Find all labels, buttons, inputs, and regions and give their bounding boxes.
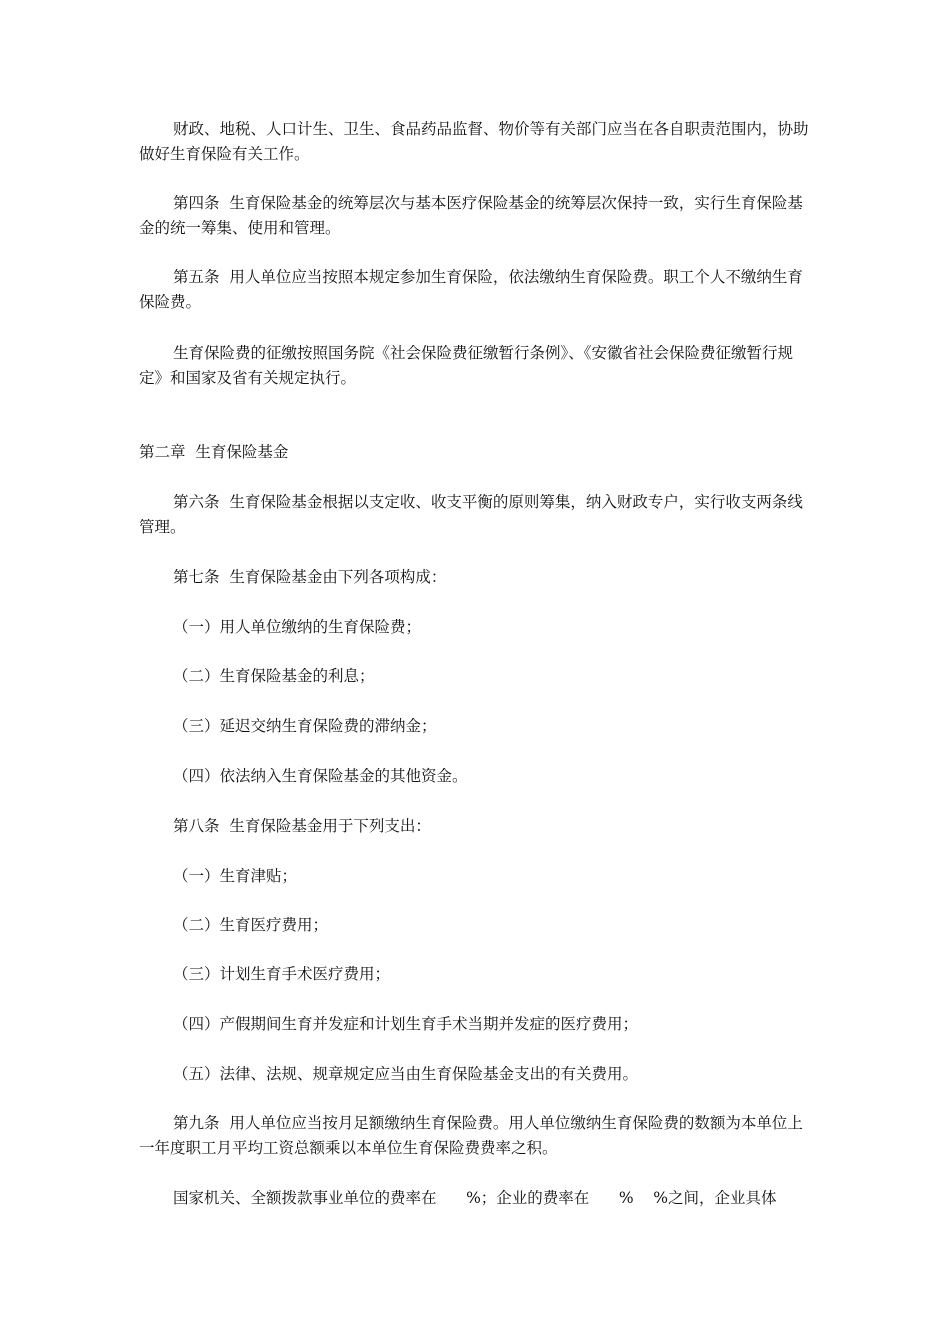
list-item-8-2: （二）生育医疗费用； <box>173 916 329 934</box>
paragraph-article-5: 第五条 用人单位应当按照本规定参加生育保险，依法缴纳生育保险费。职工个人不缴纳生育保险费。 <box>139 268 803 311</box>
paragraph-rates: 国家机关、全额拨款事业单位的费率在 %；企业的费率在 % %之间，企业具体 <box>173 1189 777 1207</box>
paragraph-collection-rules: 生育保险费的征缴按照国务院《社会保险费征缴暂行条例》、《安徽省社会保险费征缴暂行规定》和国家及省有关规定执行。 <box>139 344 794 387</box>
paragraph-article-7: 第七条 生育保险基金由下列各项构成： <box>173 568 447 586</box>
list-item-8-1: （一）生育津贴； <box>173 867 298 885</box>
list-item-7-2: （二）生育保险基金的利息； <box>173 667 375 685</box>
list-item-7-4: （四）依法纳入生育保险基金的其他资金。 <box>173 767 468 785</box>
paragraph-article-4: 第四条 生育保险基金的统筹层次与基本医疗保险基金的统筹层次保持一致，实行生育保险基金的统一筹集、使用和管理。 <box>139 194 803 237</box>
paragraph-article-8: 第八条 生育保险基金用于下列支出： <box>173 817 431 835</box>
paragraph-related-departments: 财政、地税、人口计生、卫生、食品药品监督、物价等有关部门应当在各自职责范围内，协助做好生育保险有关工作。 <box>139 120 809 163</box>
paragraph-article-6: 第六条 生育保险基金根据以支定收、收支平衡的原则筹集，纳入财政专户，实行收支两条线管理。 <box>139 493 803 536</box>
list-item-7-3: （三）延迟交纳生育保险费的滞纳金； <box>173 717 437 735</box>
list-item-8-3: （三）计划生育手术医疗费用； <box>173 965 391 983</box>
list-item-8-5: （五）法律、法规、规章规定应当由生育保险基金支出的有关费用。 <box>173 1065 639 1083</box>
list-item-8-4: （四）产假期间生育并发症和计划生育手术当期并发症的医疗费用； <box>173 1015 639 1033</box>
list-item-7-1: （一）用人单位缴纳的生育保险费； <box>173 618 422 636</box>
paragraph-article-9: 第九条 用人单位应当按月足额缴纳生育保险费。用人单位缴纳生育保险费的数额为本单位上一年度职工月平均工资总额乘以本单位生育保险费费率之积。 <box>139 1114 803 1157</box>
chapter-heading: 第二章 生育保险基金 <box>139 443 289 461</box>
